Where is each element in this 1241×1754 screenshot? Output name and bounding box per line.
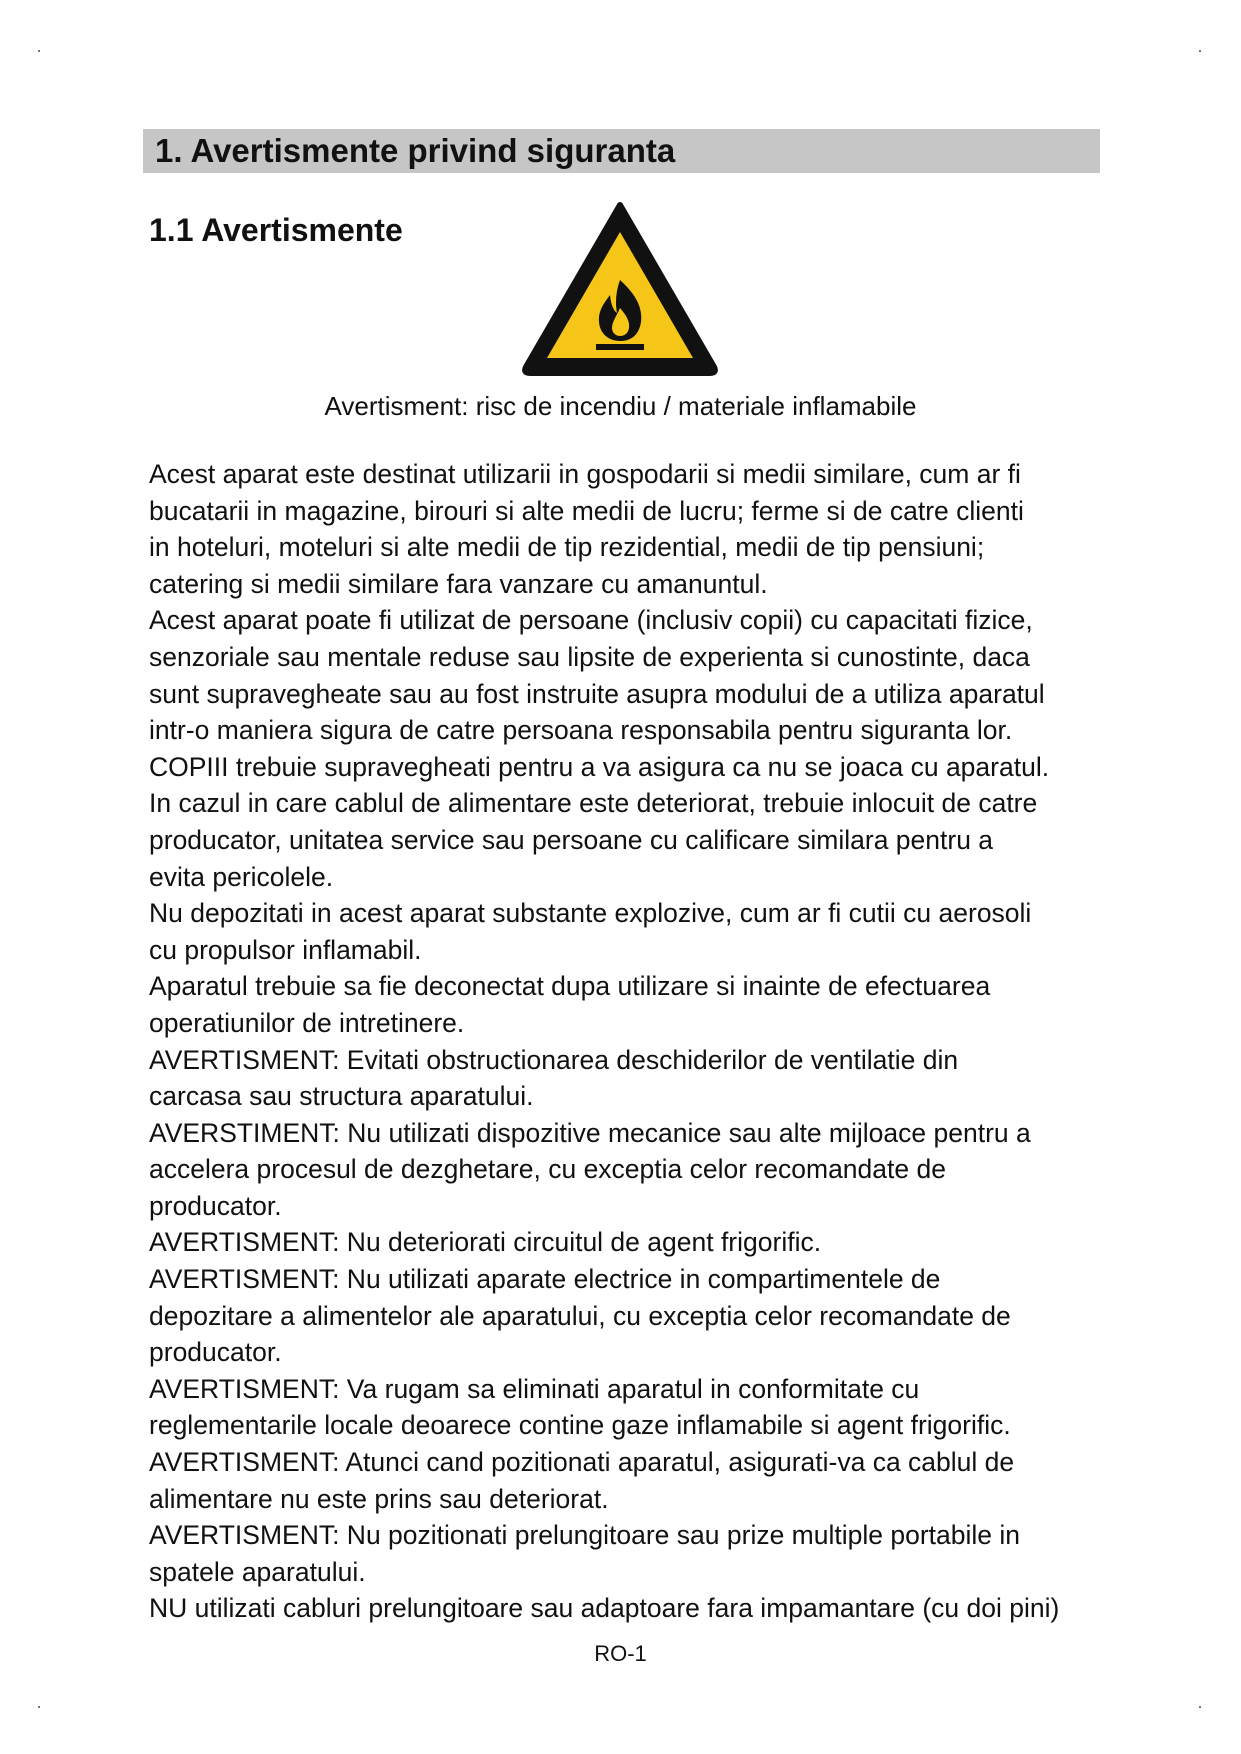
text-line: reglementarile locale deoarece contine gaze inflamabile si agent frigorific. [149,1410,1011,1441]
text-line: AVERSTIMENT: Nu utilizati dispozitive mecanice sau alte mijloace pentru a [149,1117,1031,1148]
warnings-body [149,456,1109,1627]
paragraph-power-cable [149,785,1109,895]
text-line: AVERTISMENT: Atunci cand pozitionati aparatul, asigurati-va ca cablul de [149,1447,1015,1478]
paragraph-explosives [149,895,1109,968]
text-line: depozitare a alimentelor ale aparatului, cu exceptia celor recomandate de [149,1300,1011,1331]
paragraph-refrigerant-circuit [149,1224,1109,1261]
text-line: accelera procesul de dezghetare, cu exceptia celor recomandate de [149,1154,946,1185]
text-line: alimentare nu este prins sau deteriorat. [149,1483,609,1514]
text-line: evita pericolele. [149,861,334,892]
text-line: intr-o maniera sigura de catre persoana responsabila pentru siguranta lor. [149,715,1013,746]
text-line: AVERTISMENT: Evitati obstructionarea deschiderilor de ventilatie din [149,1044,959,1075]
paragraph-disposal [149,1371,1109,1444]
paragraph-disconnect [149,968,1109,1041]
paragraph-positioning [149,1444,1109,1517]
paragraph-usage [149,456,1109,602]
warning-caption: Avertisment: risc de incendiu / materiale inflamabile [324,391,917,421]
text-line: AVERTISMENT: Va rugam sa eliminati aparatul in conformitate cu [149,1373,920,1404]
text-line: bucatarii in magazine, birouri si alte medii de lucru; ferme si de catre clienti [149,495,1024,526]
section-heading: 1. Avertismente privind siguranta [143,129,1100,173]
paragraph-extension-cables [149,1590,1109,1627]
text-line: NU utilizati cabluri prelungitoare sau adaptoare fara impamantare (cu doi pini) [149,1593,1060,1624]
base-bar [596,344,644,350]
text-line: Acest aparat poate fi utilizat de persoane (inclusiv copii) cu capacitati fizice, [149,605,1033,636]
text-line: In cazul in care cablul de alimentare este deteriorat, trebuie inlocuit de catre [149,788,1038,819]
text-line: producator. [149,1337,282,1368]
text-line: Nu depozitati in acest aparat substante explozive, cum ar fi cutii cu aerosoli [149,898,1032,929]
text-line: AVERTISMENT: Nu deteriorati circuitul de agent frigorific. [149,1227,822,1258]
paragraph-multiple-sockets [149,1517,1109,1590]
text-line: operatiunilor de intretinere. [149,1007,465,1038]
sub-heading: 1.1 Avertismente [149,212,403,248]
text-line: Aparatul trebuie sa fie deconectat dupa utilizare si inainte de efectuarea [149,971,991,1002]
text-line: COPIII trebuie supravegheati pentru a va asigura ca nu se joaca cu aparatul. [149,751,1050,782]
text-line: spatele aparatului. [149,1556,366,1587]
text-line: catering si medii similare fara vanzare cu amanuntul. [149,568,768,599]
paragraph-ventilation [149,1042,1109,1115]
text-line: producator, unitatea service sau persoane cu calificare similara pentru a [149,824,994,855]
paragraph-persons [149,602,1109,748]
text-line: carcasa sau structura aparatului. [149,1081,534,1112]
text-line: AVERTISMENT: Nu pozitionati prelungitoare sau prize multiple portabile in [149,1520,1020,1551]
text-line: in hoteluri, moteluri si alte medii de tip rezidential, medii de tip pensiuni; [149,532,985,563]
text-line: cu propulsor inflamabil. [149,934,422,965]
text-line: producator. [149,1190,282,1221]
text-line: senzoriale sau mentale reduse sau lipsite de experienta si cunostinte, daca [149,641,1030,672]
paragraph-defrost [149,1115,1109,1225]
corner-mark [38,1706,40,1708]
text-line: sunt supravegheate sau au fost instruite asupra modului de a utiliza aparatul [149,678,1045,709]
corner-mark [38,50,40,52]
corner-mark [1199,50,1201,52]
corner-mark [1199,1706,1201,1708]
page-number: RO-1 [594,1641,647,1666]
paragraph-electrical-appliances [149,1261,1109,1371]
flammable-warning-icon [521,200,719,378]
text-line: AVERTISMENT: Nu utilizati aparate electrice in compartimentele de [149,1264,941,1295]
text-line: Acest aparat este destinat utilizarii in gospodarii si medii similare, cum ar fi [149,459,1021,489]
paragraph-children [149,749,1109,786]
